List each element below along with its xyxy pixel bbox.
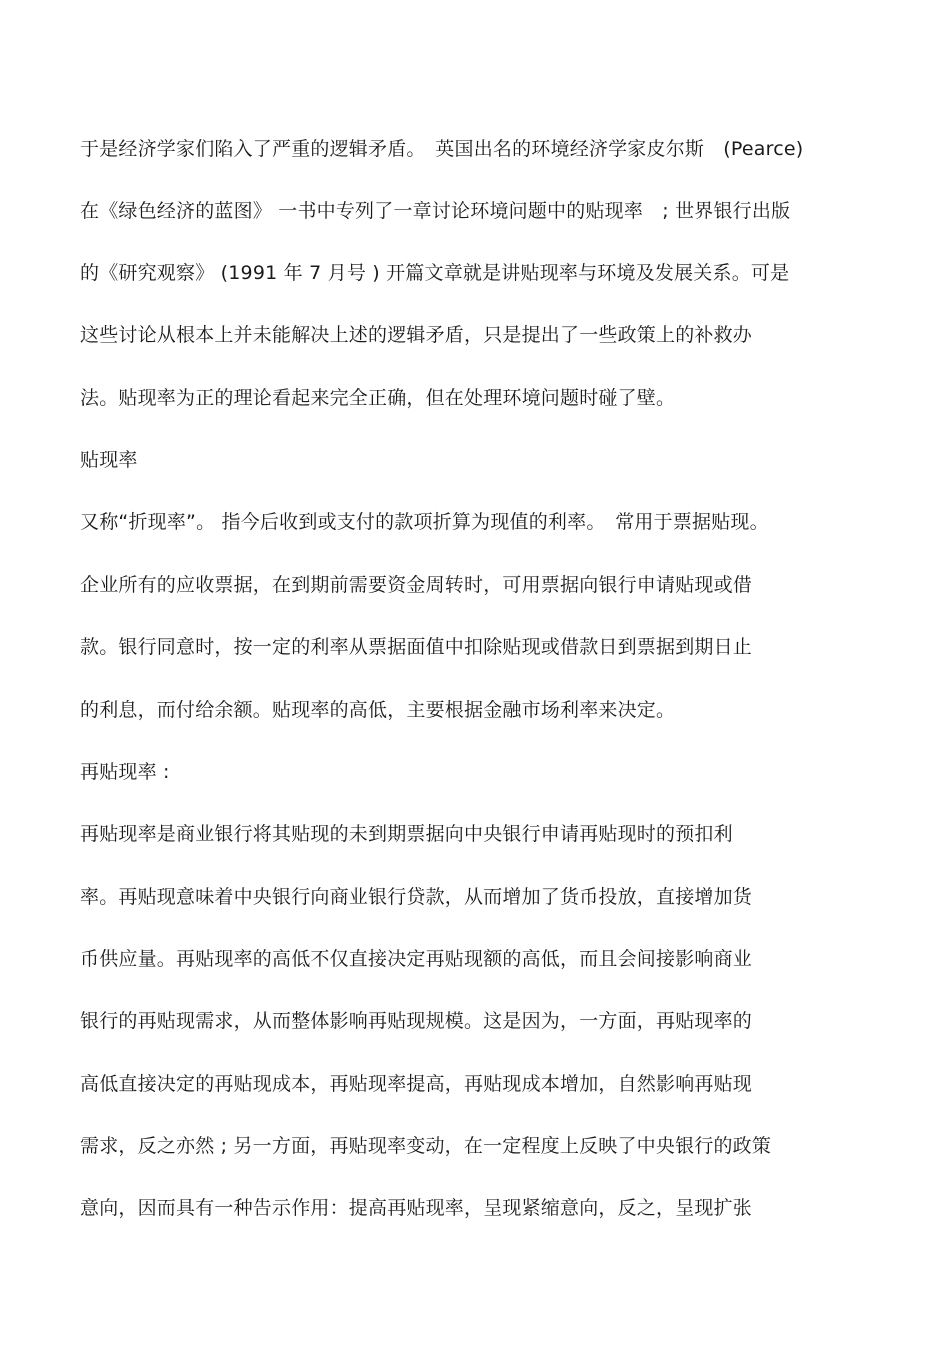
text-line-8: 企业所有的应收票据，在到期前需要资金周转时，可用票据向银行申请贴现或借 (80, 574, 753, 596)
text-line-2: 在《绿色经济的蓝图》 一书中专列了一章讨论环境问题中的贴现率 ; 世界银行出版 (80, 200, 791, 222)
text-line-13: 率。再贴现意味着中央银行向商业银行贷款，从而增加了货币投放，直接增加货 (80, 886, 753, 908)
text-line-3: 的《研究观察》 (1991 年 7 月号 ) 开篇文章就是讲贴现率与环境及发展关系。可是 (80, 262, 790, 284)
text-line-14: 币供应量。再贴现率的高低不仅直接决定再贴现额的高低，而且会间接影响商业 (80, 948, 753, 970)
text-line-15: 银行的再贴现需求，从而整体影响再贴现规模。这是因为，一方面，再贴现率的 (80, 1010, 753, 1032)
text-line-17: 需求，反之亦然 ; 另一方面，再贴现率变动，在一定程度上反映了中央银行的政策 (80, 1135, 772, 1157)
text-line-1: 于是经济学家们陷入了严重的逻辑矛盾。 英国出名的环境经济学家皮尔斯 (Pearce) (80, 138, 804, 160)
text-line-12: 再贴现率是商业银行将其贴现的未到期票据向中央银行申请再贴现时的预扣利 (80, 823, 733, 845)
text-line-10: 的利息，而付给余额。贴现率的高低，主要根据金融市场利率来决定。 (80, 699, 676, 721)
text-line-5: 法。贴现率为正的理论看起来完全正确，但在处理环境问题时碰了壁。 (80, 387, 676, 409)
text-line-7: 又称“折现率”。 指今后收到或支付的款项折算为现值的利率。 常用于票据贴现。 (80, 511, 769, 533)
text-line-18: 意向，因而具有一种告示作用：提高再贴现率，呈现紧缩意向，反之，呈现扩张 (80, 1197, 753, 1219)
text-line-16: 高低直接决定的再贴现成本，再贴现率提高，再贴现成本增加，自然影响再贴现 (80, 1073, 753, 1095)
section-heading-rediscount-rate: 再贴现率 : (80, 761, 170, 783)
section-heading-discount-rate: 贴现率 (80, 449, 138, 471)
text-line-4: 这些讨论从根本上并未能解决上述的逻辑矛盾，只是提出了一些政策上的补救办 (80, 324, 753, 346)
text-line-9: 款。银行同意时，按一定的利率从票据面值中扣除贴现或借款日到票据到期日止 (80, 636, 753, 658)
